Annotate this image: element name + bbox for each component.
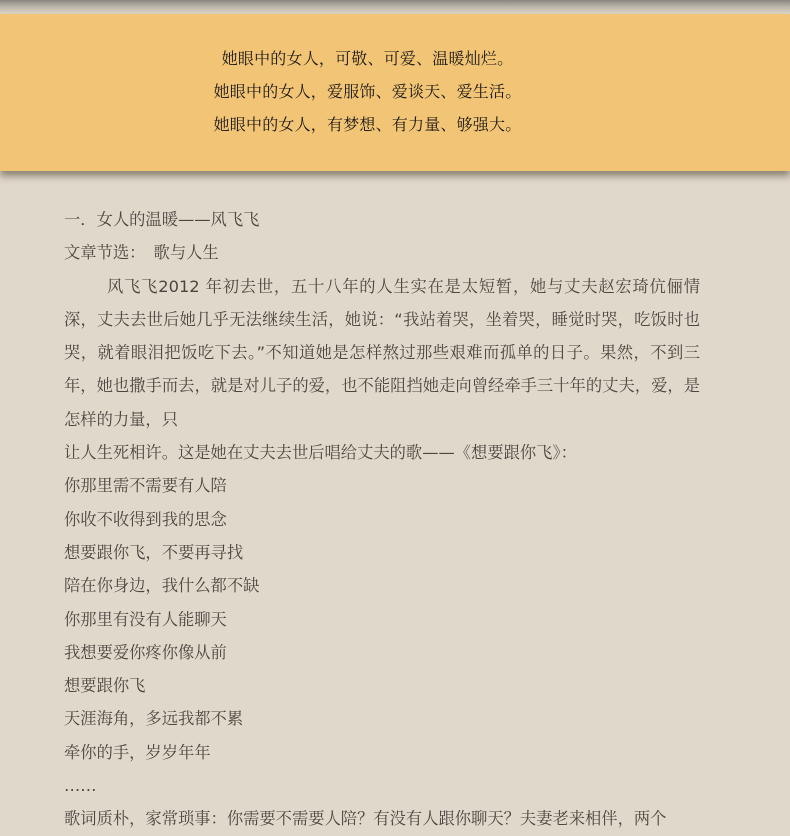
article-body [64,203,704,836]
banner-line-3: 她眼中的女人，有梦想、有力量、够强大。 [213,115,522,134]
lyric-line: 天涯海角，多远我都不累 [64,709,244,729]
song-intro: 让人生死相许。这是她在丈夫去世后唱给丈夫的歌——《想要跟你飞》： [64,443,577,463]
lyric-line: 牵你的手，岁岁年年 [64,742,211,762]
section-heading: 一．女人的温暖——风飞飞 [64,210,260,229]
banner-line-1: 她眼中的女人，可敬、可爱、温暖灿烂。 [221,49,514,68]
excerpt-label: 文章节选： 歌与人生 [64,243,219,263]
lyric-line: 你收不收得到我的思念 [64,509,227,529]
lyric-line: 想要跟你飞，不要再寻找 [64,542,244,562]
lyric-line: 你那里有没有人能聊天 [64,609,227,629]
lyric-line: 想要跟你飞 [64,676,146,696]
story-paragraph: 风飞飞2012 年初去世，五十八年的人生实在是太短暂，她与丈夫赵宏琦伉俪情深，丈夫去世后她几乎无法继续生活，她说：“我站着哭，坐着哭，睡觉时哭，吃饭时也哭，就着眼泪把饭吃下去。”不知道她是怎样熬过那些艰难而孤单的日子。果然，不到三年，她也撒手而去，就是对儿子的爱，也不能阻挡她走向曾经牵手三十年的丈夫，爱，是怎样的力量，只 [64,276,700,429]
closing-paragraph: 歌词质朴，家常琐事：你需要不需要人陪？有没有人跟你聊天？夫妻老来相伴，两个 [64,809,667,829]
lyric-line: 我想要爱你疼你像从前 [64,642,227,662]
banner-line-2: 她眼中的女人，爱服饰、爱谈天、爱生活。 [213,82,522,101]
lyric-line: 陪在你身边，我什么都不缺 [64,576,260,596]
lyric-ellipsis: …… [64,776,97,796]
lyric-line: 你那里需不需要有人陪 [64,476,227,496]
top-shadow [0,0,790,14]
quote-banner [0,14,790,171]
